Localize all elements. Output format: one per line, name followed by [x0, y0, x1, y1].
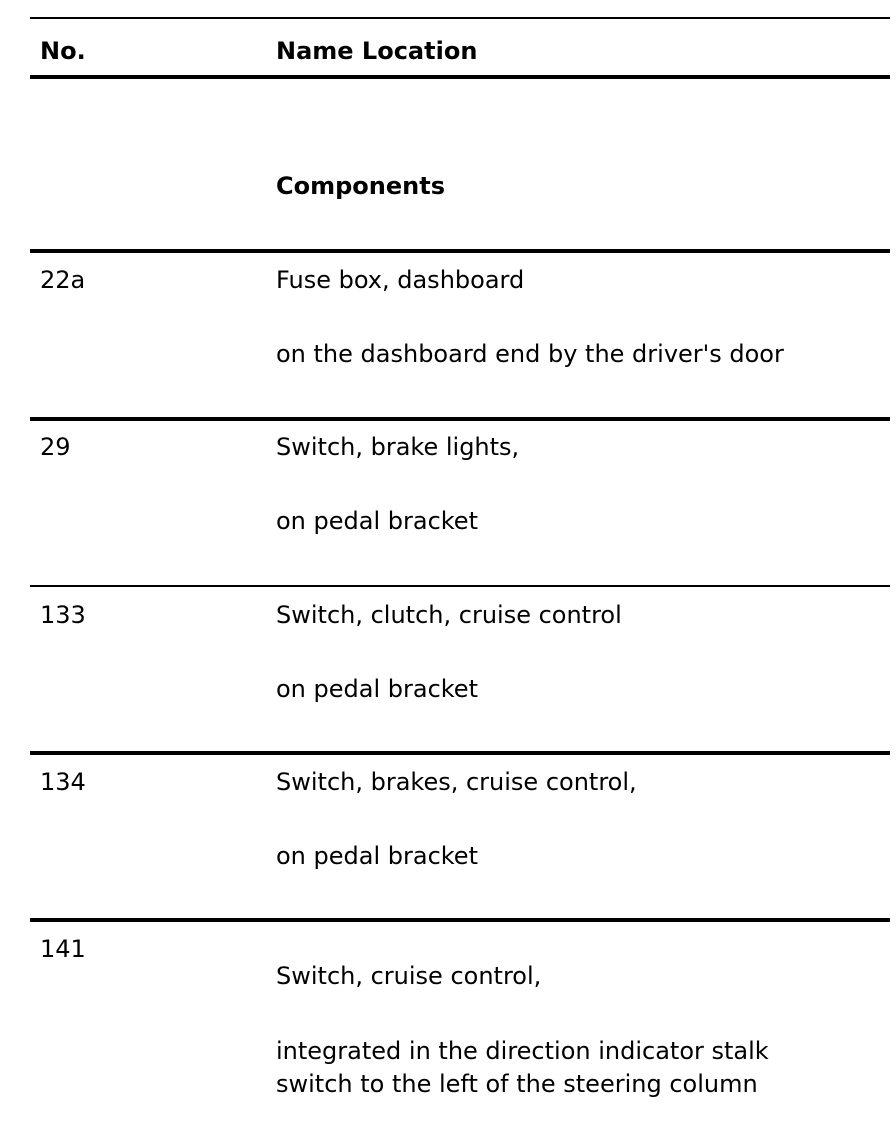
row-divider [30, 751, 890, 755]
row-location: on pedal bracket [276, 507, 478, 535]
row-divider [30, 249, 890, 253]
row-name: Switch, clutch, cruise control [276, 601, 622, 629]
row-divider [30, 918, 890, 922]
column-header-name-location: Name Location [276, 37, 478, 65]
header-bottom-rule [30, 75, 890, 79]
row-number: 22a [40, 266, 86, 294]
row-number: 29 [40, 433, 71, 461]
table-top-rule [30, 17, 890, 19]
row-divider [30, 585, 890, 587]
row-name: Switch, cruise control, [276, 962, 542, 990]
row-number: 133 [40, 601, 86, 629]
row-location: on pedal bracket [276, 842, 478, 870]
row-location-line-1: integrated in the direction indicator stalk [276, 1037, 769, 1065]
row-number: 134 [40, 768, 86, 796]
column-header-no: No. [40, 37, 86, 65]
row-name: Fuse box, dashboard [276, 266, 525, 294]
section-title: Components [276, 172, 445, 200]
row-name: Switch, brakes, cruise control, [276, 768, 637, 796]
row-location: on the dashboard end by the driver's door [276, 340, 784, 368]
row-divider [30, 417, 890, 421]
row-location-line-2: switch to the left of the steering column [276, 1070, 758, 1098]
row-number: 141 [40, 935, 86, 963]
row-location: on pedal bracket [276, 675, 478, 703]
row-name: Switch, brake lights, [276, 433, 520, 461]
